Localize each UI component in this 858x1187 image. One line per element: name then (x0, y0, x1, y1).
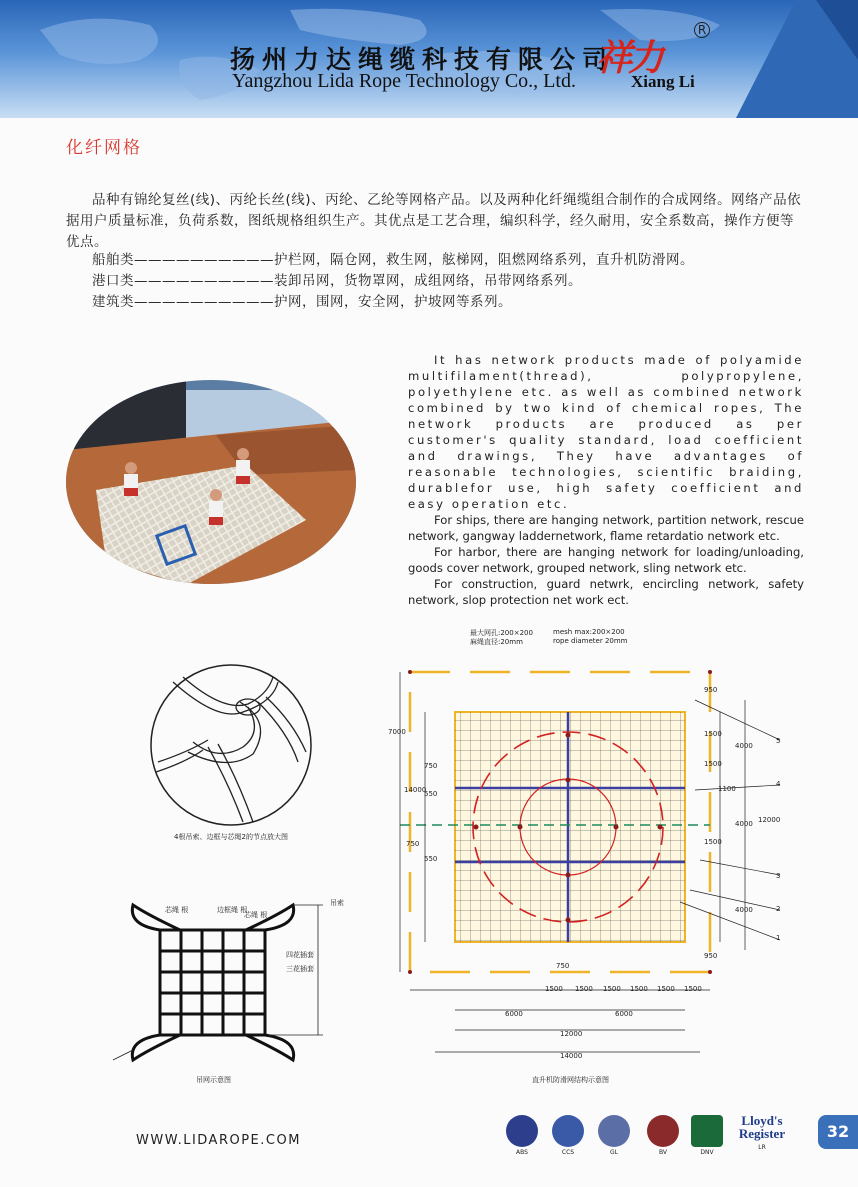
cn-intro-paragraph: 品种有锦纶复丝(线)、丙纶长丝(线)、丙纶、乙纶等网格产品。以及两种化纤绳缆组合制作的合成网络。网络产品依据用户质量标准，负荷系数，图纸规格组织生产。其优点是工艺合理，编织科学，经久耐用，安全系数高，操作方便等优点。 (66, 192, 802, 250)
category-construction: 建筑类——————————护网，围网，安全网，护坡网等系列。 (92, 294, 512, 310)
heli-note-en-1: mesh max:200×200 (553, 628, 625, 636)
dim-right-7: 4000 (735, 820, 753, 828)
en-description (408, 352, 804, 608)
label-core-rope-2: 芯绳 根 (244, 911, 268, 919)
en-paragraph-construction: For construction, guard netwrk, encircling network, safety network, slop protection net work ect. (408, 577, 804, 607)
brand-logo-mark: 祥力 (596, 37, 661, 79)
label-core-rope-1: 芯绳 根 (165, 906, 189, 914)
dim-left-5: 750 (406, 840, 420, 848)
cert-badge-abs: ABS (505, 1115, 539, 1156)
knot-diagram-caption: 4根吊索、边框与芯绳2的节点放大图 (174, 833, 288, 841)
dim-right-2: 1500 (704, 730, 722, 738)
page-number: 32 (818, 1115, 858, 1149)
dnv-seal-icon (691, 1115, 723, 1147)
callout-2: 2 (776, 905, 781, 913)
dim-right-6: 4000 (735, 742, 753, 750)
dim-bottom-8: 6000 (505, 1010, 523, 1018)
dim-left-2: 14000 (404, 786, 427, 794)
dim-right-1: 950 (704, 686, 718, 694)
category-harbor: 港口类——————————装卸吊网，货物罩网，成组网络，吊带网络系列。 (92, 273, 582, 289)
heli-note-cn-2: 麻绳直径:20mm (470, 638, 523, 646)
lloyds-line-2: Register (738, 1126, 786, 1141)
gl-seal-icon (598, 1115, 630, 1147)
label-frame-rope: 边框绳 根 (217, 906, 248, 914)
en-paragraph-harbor: For harbor, there are hanging network for loading/unloading, goods cover network, grouped network, sling network etc. (408, 545, 804, 575)
heli-note-cn-1: 最大网孔:200×200 (470, 629, 533, 637)
dim-bottom-4: 1500 (603, 985, 621, 993)
heli-note-en-2: rope diameter 20mm (553, 637, 628, 645)
dim-right-3: 1500 (704, 760, 722, 768)
label-three-splice: 三花插套 (286, 965, 314, 973)
sling-net-diagram (108, 895, 358, 1073)
dim-left-3: 750 (424, 762, 438, 770)
sling-net-caption: 吊网示意图 (196, 1076, 231, 1084)
dim-bottom-11: 14000 (560, 1052, 583, 1060)
cert-badge-ccs: CCS (551, 1115, 585, 1156)
cert-badge-bv: BV (646, 1115, 680, 1156)
dim-right-4: 1100 (718, 785, 736, 793)
cert-badge-gl: GL (597, 1115, 631, 1156)
dim-right-9: 12000 (758, 816, 781, 824)
dim-left-4: 550 (424, 790, 438, 798)
dim-bottom-3: 1500 (575, 985, 593, 993)
callout-5: 5 (776, 737, 781, 745)
bv-seal-icon (647, 1115, 679, 1147)
website-url[interactable]: WWW.LIDAROPE.COM (136, 1133, 301, 1148)
brand-logo-text: Xiang Li (631, 72, 695, 91)
company-name-en: Yangzhou Lida Rope Technology Co., Ltd. (232, 70, 576, 92)
dim-bottom-7: 1500 (684, 985, 702, 993)
callout-1: 1 (776, 934, 781, 942)
callout-4: 4 (776, 780, 781, 788)
helicopter-net-diagram (380, 620, 800, 1080)
registered-icon: R (694, 22, 710, 38)
company-name-cn: 扬州力达绳缆科技有限公司 (230, 45, 615, 74)
dim-right-5: 1500 (704, 838, 722, 846)
heli-net-caption: 直升机防滑网结构示意图 (532, 1076, 609, 1084)
ccs-seal-icon (552, 1115, 584, 1147)
corner-band-graphic (736, 0, 858, 118)
callout-3: 3 (776, 872, 781, 880)
en-paragraph-ships: For ships, there are hanging network, partition network, rescue network, gangway laddernetwork, flame retardatio network etc. (408, 513, 804, 543)
dim-bottom-9: 6000 (615, 1010, 633, 1018)
label-four-splice: 四花插套 (286, 951, 314, 959)
dim-right-10: 950 (704, 952, 718, 960)
abs-seal-icon (506, 1115, 538, 1147)
section-title: 化纤网格 (66, 138, 142, 158)
dim-left-1: 7000 (388, 728, 406, 736)
en-paragraph-intro: It has network products made of polyamide multifilament(thread), polypropylene, polyethylene etc. as well as combined network combined by two kind of chemical ropes, The network products are produced as per customer's quality standard, load coefficient and drawings, They have advantages of reasonable technologies, scientific braiding, durablefor use, high safety coefficient and easy operation etc. (408, 353, 804, 511)
dim-bottom-2: 1500 (545, 985, 563, 993)
cert-badge-lr: Lloyd's Register LR (736, 1114, 788, 1151)
dim-bottom-1: 750 (556, 962, 570, 970)
product-photo (66, 380, 356, 585)
dim-bottom-5: 1500 (630, 985, 648, 993)
lloyds-line-1: Lloyd's (741, 1113, 783, 1128)
knot-detail-diagram (148, 662, 314, 828)
dim-right-8: 4000 (735, 906, 753, 914)
dim-left-6: 550 (424, 855, 438, 863)
dim-bottom-6: 1500 (657, 985, 675, 993)
label-sling: 吊索 (330, 899, 344, 907)
cert-badge-dnv: DNV (690, 1115, 724, 1156)
category-ships: 船舶类——————————护栏网，隔仓网，救生网，舷梯网，阻燃网络系列，直升机防滑网。 (92, 252, 694, 268)
dim-bottom-10: 12000 (560, 1030, 583, 1038)
